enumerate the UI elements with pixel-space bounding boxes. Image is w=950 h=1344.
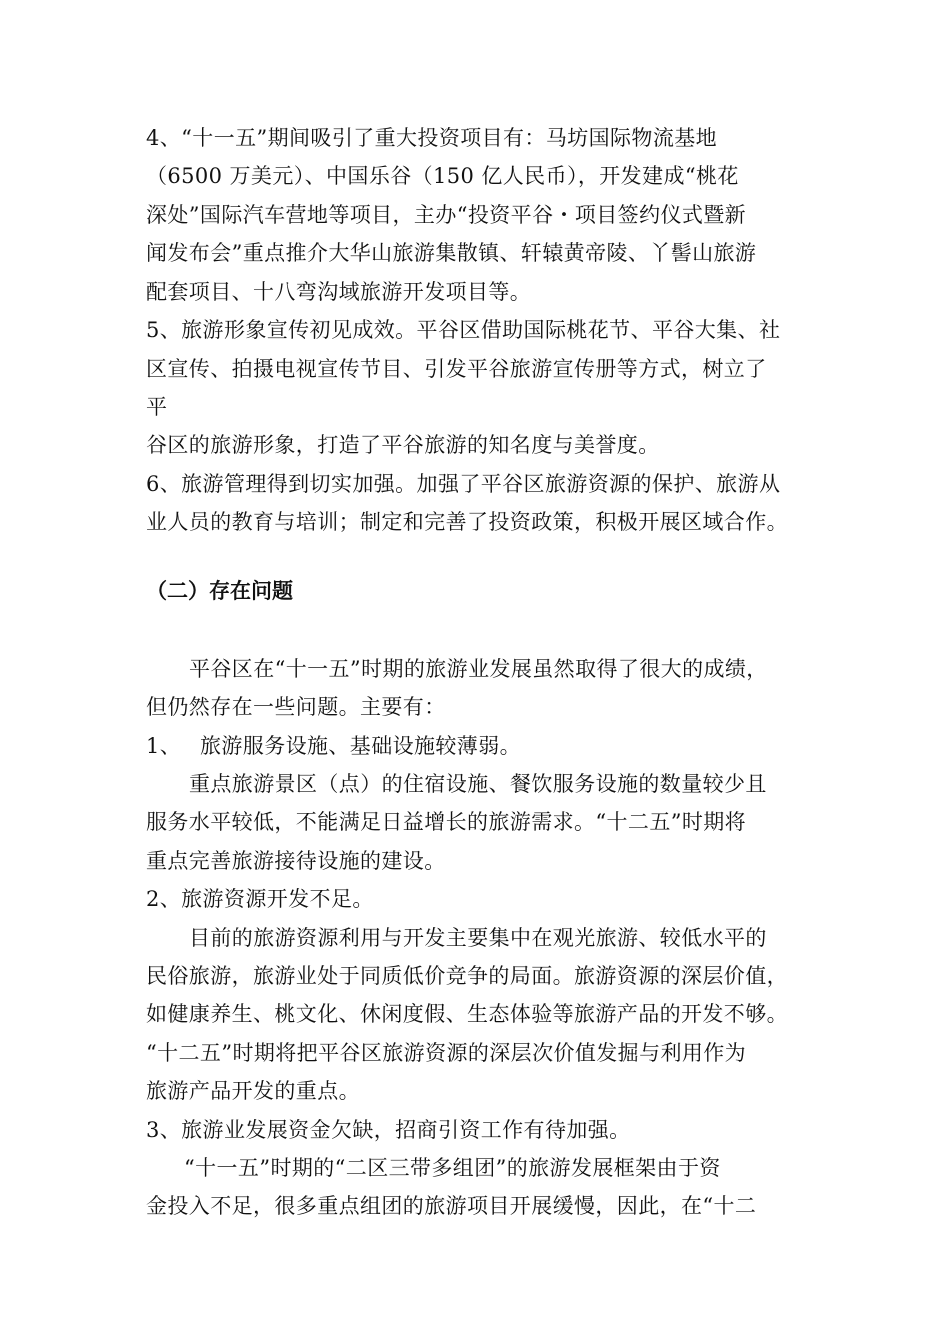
item4-line1: 4、“十一五”期间吸引了重大投资项目有：马坊国际物流基地 bbox=[146, 126, 718, 150]
item4-line3: 深处”国际汽车营地等项目，主办“投资平谷・项目签约仪式暨新 bbox=[146, 203, 747, 227]
section-heading: （二）存在问题 bbox=[146, 579, 293, 603]
item5-line3: 平 bbox=[146, 395, 168, 419]
intro-line1: 平谷区在“十一五”时期的旅游业发展虽然取得了很大的成绩， bbox=[189, 657, 768, 681]
problem1-body-line2: 服务水平较低，不能满足日益增长的旅游需求。“十二五”时期将 bbox=[146, 810, 747, 834]
problem2-title: 2、旅游资源开发不足。 bbox=[146, 887, 374, 911]
problem2-body-line1: 目前的旅游资源利用与开发主要集中在观光旅游、较低水平的 bbox=[189, 926, 767, 950]
problem1-number: 1、 bbox=[146, 734, 182, 758]
problem1-body-line3: 重点完善旅游接待设施的建设。 bbox=[146, 849, 446, 873]
item4-line2: （6500 万美元）、中国乐谷（150 亿人民币），开发建成“桃花 bbox=[146, 164, 739, 188]
problem2-body-line5: 旅游产品开发的重点。 bbox=[146, 1079, 360, 1103]
item5-line4: 谷区的旅游形象，打造了平谷旅游的知名度与美誉度。 bbox=[146, 433, 660, 457]
problem3-body-line1: “十一五”时期的“二区三带多组团”的旅游发展框架由于资 bbox=[184, 1156, 721, 1180]
problem2-body-line4: “十二五”时期将把平谷区旅游资源的深层次价值发掘与利用作为 bbox=[146, 1041, 747, 1065]
item6-line2: 业人员的教育与培训；制定和完善了投资政策，积极开展区域合作。 bbox=[146, 510, 788, 534]
problem3-body-line2: 金投入不足，很多重点组团的旅游项目开展缓慢，因此，在“十二 bbox=[146, 1194, 757, 1218]
problem1-body-line1: 重点旅游景区（点）的住宿设施、餐饮服务设施的数量较少且 bbox=[189, 772, 767, 796]
item4-line4: 闻发布会”重点推介大华山旅游集散镇、轩辕黄帝陵、丫髻山旅游 bbox=[146, 241, 757, 265]
item5-line2: 区宣传、拍摄电视宣传节目、引发平谷旅游宣传册等方式，树立了 bbox=[146, 357, 767, 381]
item5-line1: 5、旅游形象宣传初见成效。平谷区借助国际桃花节、平谷大集、社 bbox=[146, 318, 781, 342]
problem2-body-line2: 民俗旅游，旅游业处于同质低价竞争的局面。旅游资源的深层价值， bbox=[146, 964, 788, 988]
problem2-body-line3: 如健康养生、桃文化、休闲度假、生态体验等旅游产品的开发不够。 bbox=[146, 1002, 788, 1026]
intro-line2: 但仍然存在一些问题。主要有： bbox=[146, 695, 446, 719]
problem1-title: 旅游服务设施、基础设施较薄弱。 bbox=[200, 734, 521, 758]
item4-line5: 配套项目、十八弯沟域旅游开发项目等。 bbox=[146, 280, 532, 304]
problem3-title: 3、旅游业发展资金欠缺，招商引资工作有待加强。 bbox=[146, 1118, 631, 1142]
item6-line1: 6、旅游管理得到切实加强。加强了平谷区旅游资源的保护、旅游从 bbox=[146, 472, 781, 496]
